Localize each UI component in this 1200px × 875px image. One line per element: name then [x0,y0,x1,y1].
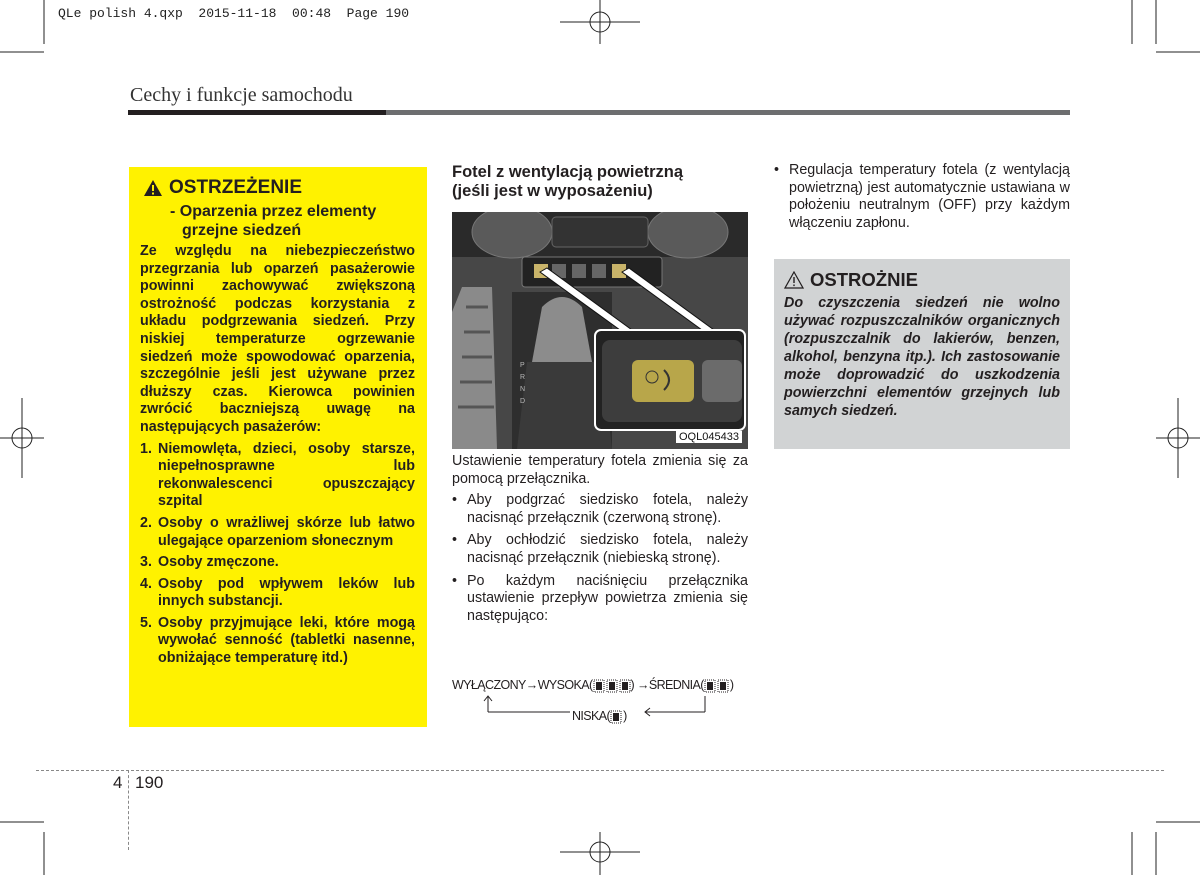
svg-text:P: P [520,362,525,369]
fan-dots-icon [593,679,631,693]
seat-switch-photo [452,212,748,449]
warning-list-item: 2. Osoby o wrażliwej skórze lub łatwo ulegające oparzeniom słonecznym [140,514,415,549]
section-heading: Fotel z wentylacją powietrzną (jeśli jest w wyposażeniu) [452,163,684,200]
warning-subtitle: - Oparzenia przez elementy grzejne siedzeń [170,203,377,239]
warning-list [140,441,415,668]
right-bullet: • Regulacja temperatury fotela (z wentylacją powietrzną) jest automatycznie ustawiana w położeniu neutralnym (OFF) przy każdym włączeniu zapłonu. [774,162,1070,231]
footer-rule [36,770,1164,771]
svg-text:N: N [520,386,526,393]
photo-code: OQL045433 [676,431,742,443]
warning-list-item: 3. Osoby zmęczone. [140,554,279,571]
warning-triangle-icon [143,179,163,197]
fan-dots-icon [704,679,730,693]
bullet-item: • Po każdym naciśnięciu przełącznika ustawienie przepływ powietrza zmienia się następująco: [452,572,748,624]
section-intro: Ustawienie temperatury fotela zmienia się za pomocą przełącznika. [452,453,748,487]
bullet-item: • Aby podgrzać siedzisko fotela, należy nacisnąć przełącznik (czerwoną stronę). [452,492,748,526]
svg-text:D: D [520,398,526,405]
mode-low: NISKA( ) [572,709,627,723]
footer-divider [128,770,129,850]
caution-triangle-icon [784,271,804,289]
warning-list-item: 5. Osoby przyjmujące leki, które mogą wywołać senność (tabletki nasenne, obniżające temperaturę itd.) [140,614,415,667]
fan-dots-icon [610,710,623,724]
bullet-item: • Aby ochłodzić siedzisko fotela, należy nacisnąć przełącznik (niebieską stronę). [452,532,748,566]
warning-box [129,167,427,727]
mode-sequence: WYŁĄCZONY→WYSOKA( ) →ŚREDNIA( ) [452,678,734,692]
warning-title: OSTRZEŻENIE [143,177,415,199]
print-slug: QLe polish 4.qxp 2015-11-18 00:48 Page 190 [58,6,410,21]
header-rule [128,110,1070,115]
warning-body: Ze względu na niebezpieczeństwo przegrzania lub oparzeń pasażerowie powinni zachowywać zwiększoną ostrożność podczas korzystania z układu podgrzewania siedzeń. Przy niskiej temperaturze ogrzewanie siedzeń może spowodować oparzenia, szczególnie jeśli jest używane przez dłuższy czas. Kierowca powinien zwrócić baczniejszą uwagę na następujących pasażerów: [140,243,415,435]
caution-title: OSTROŻNIE [784,269,1060,291]
caution-box [774,259,1070,449]
warning-list-item: 4. Osoby pod wpływem leków lub innych substancji. [140,575,415,610]
page-header-title: Cechy i funkcje samochodu [130,84,353,106]
svg-text:R: R [520,374,526,381]
section-body [452,453,748,630]
page-number: 190 [135,773,164,792]
chapter-number: 4 [113,773,123,792]
caution-body: Do czyszczenia siedzeń nie wolno używać rozpuszczalników organicznych (rozpuszczalnik do lakierów, benzen, alkohol, benzyna itp.). Ich zastosowanie może doprowadzić do uszkodzenia powierzchni elementów grzejnych lub samych siedzeń. [784,295,1060,419]
warning-list-item: 1. Niemowlęta, dzieci, osoby starsze, niepełnosprawne lub rekonwalescenci opuszczający szpital [140,440,415,510]
